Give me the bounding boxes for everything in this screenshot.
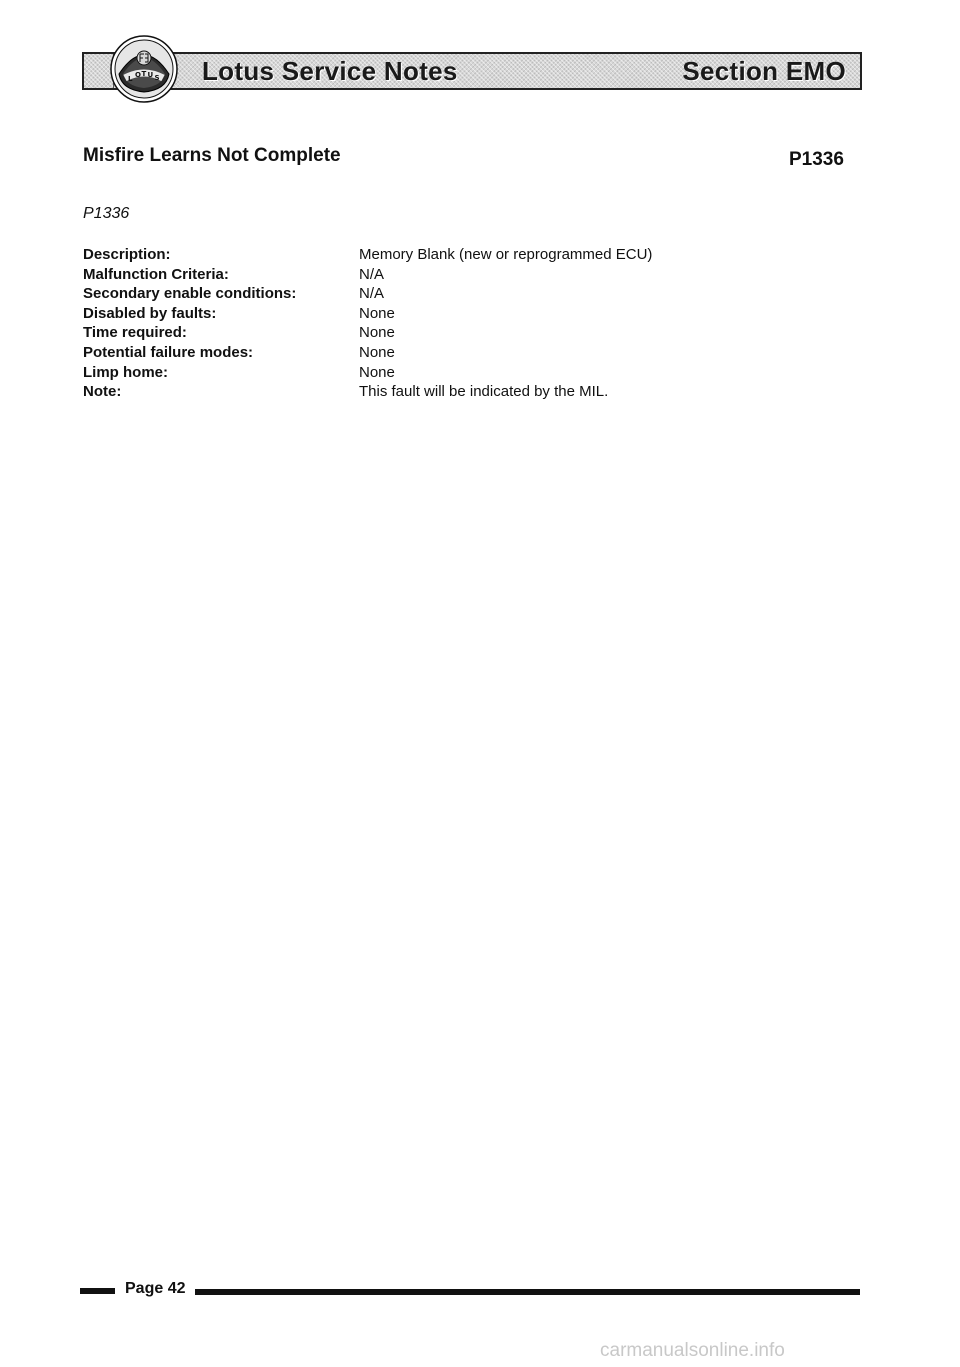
spec-value: None: [359, 343, 395, 361]
spec-label: Note:: [83, 383, 122, 401]
spec-row-limp-home: [83, 363, 843, 383]
svg-text:U: U: [147, 71, 154, 79]
spec-row-description: [83, 245, 843, 265]
fault-code-subheading: P1336: [83, 205, 130, 222]
spec-value: None: [359, 304, 395, 322]
svg-text:S: S: [154, 74, 160, 82]
spec-value: None: [359, 324, 395, 342]
svg-text:T: T: [141, 70, 147, 78]
spec-label: Time required:: [83, 324, 187, 342]
spec-row-time-required: [83, 323, 843, 343]
banner-section: Section EMO: [682, 56, 846, 86]
lotus-logo-icon: [106, 34, 182, 104]
svg-text:O: O: [135, 71, 141, 79]
spec-value: None: [359, 363, 395, 381]
spec-label: Disabled by faults:: [83, 304, 217, 322]
spec-value: Memory Blank (new or reprogrammed ECU): [359, 246, 653, 263]
spec-label: Secondary enable conditions:: [83, 285, 297, 303]
spec-row-malfunction-criteria: [83, 265, 843, 285]
footer-rule-left: [80, 1288, 115, 1294]
spec-row-potential-failure-modes: [83, 343, 843, 363]
page-number: Page 42: [125, 1280, 186, 1297]
spec-list: [83, 245, 843, 402]
spec-row-secondary-enable-conditions: [83, 284, 843, 304]
spec-row-disabled-by-faults: [83, 304, 843, 324]
watermark: carmanualsonline.info: [600, 1340, 785, 1361]
fault-code: P1336: [789, 149, 844, 170]
spec-value: N/A: [359, 265, 385, 283]
spec-label: Description:: [83, 246, 171, 263]
footer-rule-right: [195, 1289, 860, 1295]
spec-row-note: [83, 382, 843, 402]
header-banner: [82, 52, 862, 90]
page-title: Misfire Learns Not Complete: [83, 145, 341, 166]
spec-label: Potential failure modes:: [83, 343, 254, 361]
banner-title: Lotus Service Notes: [202, 56, 458, 86]
svg-text:L: L: [128, 75, 133, 83]
spec-label: Limp home:: [83, 363, 168, 381]
spec-value: N/A: [359, 285, 385, 303]
spec-value: This fault will be indicated by the MIL.: [359, 383, 609, 401]
spec-label: Malfunction Criteria:: [83, 265, 229, 283]
